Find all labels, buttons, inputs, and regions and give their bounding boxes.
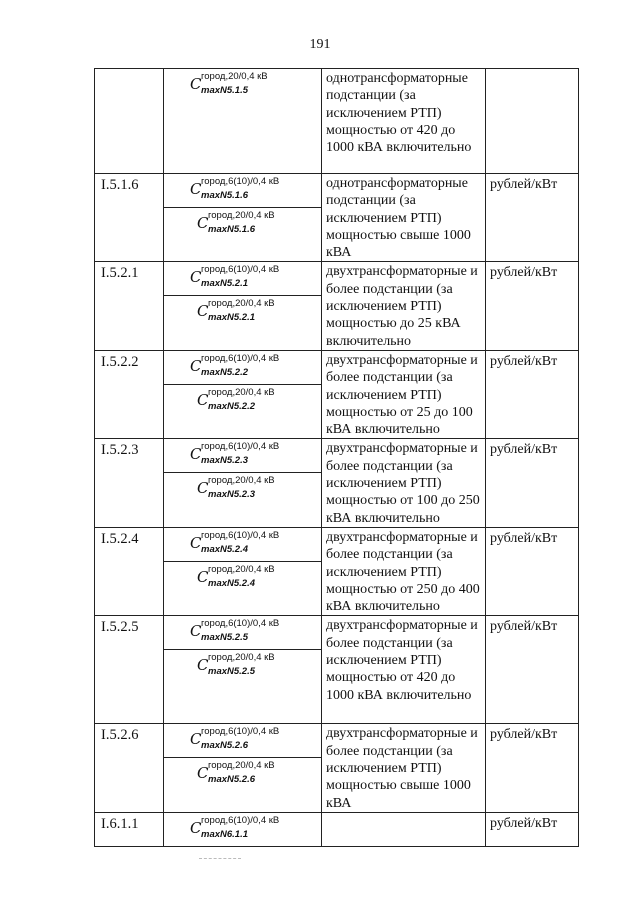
symbol-letter: C — [197, 479, 209, 498]
row-description — [322, 812, 486, 846]
symbol-subscript: maxN5.1.6 — [201, 190, 249, 201]
row-code: I.5.2.6 — [95, 724, 164, 812]
tariff-table — [94, 68, 579, 847]
symbol-subscript: maxN5.2.1 — [201, 278, 249, 290]
rate-symbol-cell — [164, 69, 322, 174]
rate-symbol — [164, 649, 321, 683]
symbol-subscript: maxN5.2.5 — [208, 666, 256, 678]
symbol-superscript: город,20/0,4 кВ — [208, 386, 275, 398]
row-description: двухтрансформаторные и более подстанции (за исключением РТП) мощностью от 420 до 1000 кВА включительно — [322, 616, 486, 724]
symbol-superscript: город,6(10)/0,4 кВ — [201, 176, 280, 187]
symbol-letter: C — [190, 818, 202, 837]
rate-symbol — [164, 295, 321, 329]
symbol-superscript: город,20/0,4 кВ — [208, 210, 275, 221]
rate-symbol-cell — [164, 262, 322, 350]
rate-symbol — [164, 813, 321, 846]
symbol-subscript: maxN5.2.4 — [201, 543, 249, 555]
footer-divider — [199, 858, 241, 859]
symbol-subscript: maxN5.2.6 — [208, 774, 256, 786]
symbol-superscript: город,6(10)/0,4 кВ — [201, 726, 280, 738]
rate-symbol — [164, 262, 321, 295]
row-unit: рублей/кВт — [486, 350, 579, 438]
table-row — [95, 527, 579, 615]
rate-symbol-cell — [164, 616, 322, 724]
table-row — [95, 439, 579, 527]
table-row — [95, 350, 579, 438]
symbol-superscript: город,20/0,4 кВ — [208, 298, 275, 310]
rate-symbol — [164, 439, 321, 472]
rate-symbol — [164, 351, 321, 384]
row-description: двухтрансформаторные и более подстанции (за исключением РТП) мощностью до 25 кВА включительно — [322, 262, 486, 350]
symbol-letter: C — [190, 533, 202, 552]
symbol-letter: C — [197, 390, 209, 409]
table-row — [95, 174, 579, 262]
row-unit: рублей/кВт — [486, 174, 579, 262]
row-unit — [486, 69, 579, 174]
rate-symbol-cell — [164, 439, 322, 527]
rate-symbol-cell — [164, 724, 322, 812]
rate-symbol — [164, 69, 321, 102]
rate-symbol — [164, 724, 321, 757]
row-code — [95, 69, 164, 174]
rate-symbol — [164, 561, 321, 595]
table-row — [95, 69, 579, 174]
rate-symbol — [164, 528, 321, 561]
symbol-superscript: город,20/0,4 кВ — [208, 652, 275, 664]
symbol-letter: C — [190, 356, 202, 375]
row-unit: рублей/кВт — [486, 724, 579, 812]
symbol-letter: C — [197, 302, 209, 321]
symbol-superscript: город,6(10)/0,4 кВ — [201, 352, 280, 364]
table-row — [95, 724, 579, 812]
rate-symbol-cell — [164, 812, 322, 846]
symbol-letter: C — [190, 75, 202, 93]
symbol-subscript: maxN5.2.5 — [201, 632, 249, 644]
symbol-subscript: maxN5.2.1 — [208, 312, 256, 324]
symbol-superscript: город,20/0,4 кВ — [201, 71, 268, 82]
row-description: однотрансформаторные подстанции (за исключением РТП) мощностью свыше 1000 кВА — [322, 174, 486, 262]
symbol-subscript: maxN5.2.4 — [208, 577, 256, 589]
rate-symbol — [164, 757, 321, 791]
row-unit: рублей/кВт — [486, 439, 579, 527]
symbol-subscript: maxN6.1.1 — [201, 828, 249, 840]
row-description: однотрансформаторные подстанции (за исключением РТП) мощностью от 420 до 1000 кВА включительно — [322, 69, 486, 174]
symbol-superscript: город,6(10)/0,4 кВ — [201, 618, 280, 630]
symbol-letter: C — [197, 656, 209, 675]
symbol-superscript: город,20/0,4 кВ — [208, 563, 275, 575]
symbol-subscript: maxN5.2.2 — [201, 366, 249, 378]
rate-symbol-cell — [164, 527, 322, 615]
symbol-subscript: maxN5.2.2 — [208, 400, 256, 412]
symbol-letter: C — [197, 214, 209, 232]
symbol-letter: C — [190, 180, 202, 198]
symbol-superscript: город,20/0,4 кВ — [208, 760, 275, 772]
rate-symbol — [164, 174, 321, 207]
row-code: I.5.2.3 — [95, 439, 164, 527]
symbol-subscript: maxN5.2.6 — [201, 740, 249, 752]
table-row — [95, 812, 579, 846]
row-code: I.6.1.1 — [95, 812, 164, 846]
row-description: двухтрансформаторные и более подстанции (за исключением РТП) мощностью от 250 до 400 кВА включительно — [322, 527, 486, 615]
row-unit: рублей/кВт — [486, 812, 579, 846]
rate-symbol — [164, 207, 321, 241]
symbol-superscript: город,6(10)/0,4 кВ — [201, 814, 280, 826]
row-code: I.5.1.6 — [95, 174, 164, 262]
row-unit: рублей/кВт — [486, 616, 579, 724]
symbol-superscript: город,6(10)/0,4 кВ — [201, 264, 280, 276]
row-code: I.5.2.4 — [95, 527, 164, 615]
table-row — [95, 616, 579, 724]
symbol-superscript: город,6(10)/0,4 кВ — [201, 441, 280, 453]
symbol-letter: C — [197, 764, 209, 783]
symbol-subscript: maxN5.2.3 — [201, 455, 249, 467]
rate-symbol-cell — [164, 350, 322, 438]
symbol-letter: C — [190, 622, 202, 641]
symbol-subscript: maxN5.1.5 — [201, 85, 249, 96]
page-number: 191 — [309, 37, 331, 52]
row-unit: рублей/кВт — [486, 262, 579, 350]
row-unit: рублей/кВт — [486, 527, 579, 615]
symbol-subscript: maxN5.2.3 — [208, 489, 256, 501]
row-description: двухтрансформаторные и более подстанции (за исключением РТП) мощностью свыше 1000 кВА — [322, 724, 486, 812]
rate-symbol-cell — [164, 174, 322, 262]
row-code: I.5.2.5 — [95, 616, 164, 724]
rate-symbol — [164, 616, 321, 649]
row-code: I.5.2.1 — [95, 262, 164, 350]
table-row — [95, 262, 579, 350]
symbol-letter: C — [190, 730, 202, 749]
row-code: I.5.2.2 — [95, 350, 164, 438]
rate-symbol — [164, 472, 321, 506]
symbol-letter: C — [197, 567, 209, 586]
symbol-letter: C — [190, 445, 202, 464]
symbol-letter: C — [190, 268, 202, 287]
rate-symbol — [164, 384, 321, 418]
row-description: двухтрансформаторные и более подстанции (за исключением РТП) мощностью от 25 до 100 кВА включительно — [322, 350, 486, 438]
symbol-subscript: maxN5.1.6 — [208, 224, 256, 235]
row-description: двухтрансформаторные и более подстанции (за исключением РТП) мощностью от 100 до 250 кВА включительно — [322, 439, 486, 527]
symbol-superscript: город,20/0,4 кВ — [208, 475, 275, 487]
symbol-superscript: город,6(10)/0,4 кВ — [201, 529, 280, 541]
